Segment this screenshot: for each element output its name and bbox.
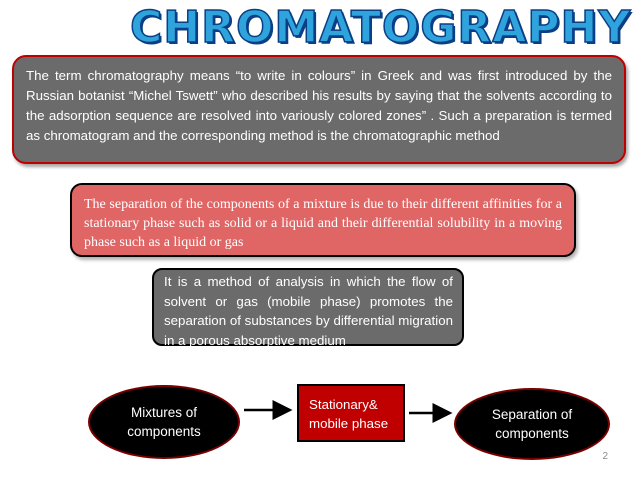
method-box: It is a method of analysis in which the flow of solvent or gas (mobile phase) promotes the separation of substances by differential migration in a porous absorptive medium [152, 268, 464, 346]
stationary-mobile-box [297, 384, 405, 442]
separation-label: Separation of components [491, 407, 573, 441]
definition-box: The term chromatography means “to write in colours” in Greek and was first introduced by the Russian botanist “Michel Tswett” who described his results by saying that the solvents according to the adsorption sequence are resolved into variously colored zones” . Such a preparation is termed as chromatogram and the corresponding method is the chromatographic method [12, 55, 626, 164]
page-number: 2 [602, 451, 608, 462]
separation-ellipse [454, 388, 610, 460]
separation-box: The separation of the components of a mixture is due to their different affinities for a stationary phase such as solid or a liquid and their differential solubility in a moving phase such as a liquid or gas [70, 183, 576, 257]
mixtures-label: Mixtures of components [127, 405, 201, 439]
stationary-mobile-label: Stationary& mobile phase [309, 397, 389, 431]
mixtures-ellipse [88, 385, 240, 459]
slide-title: CHROMATOGRAPHY [130, 2, 632, 53]
